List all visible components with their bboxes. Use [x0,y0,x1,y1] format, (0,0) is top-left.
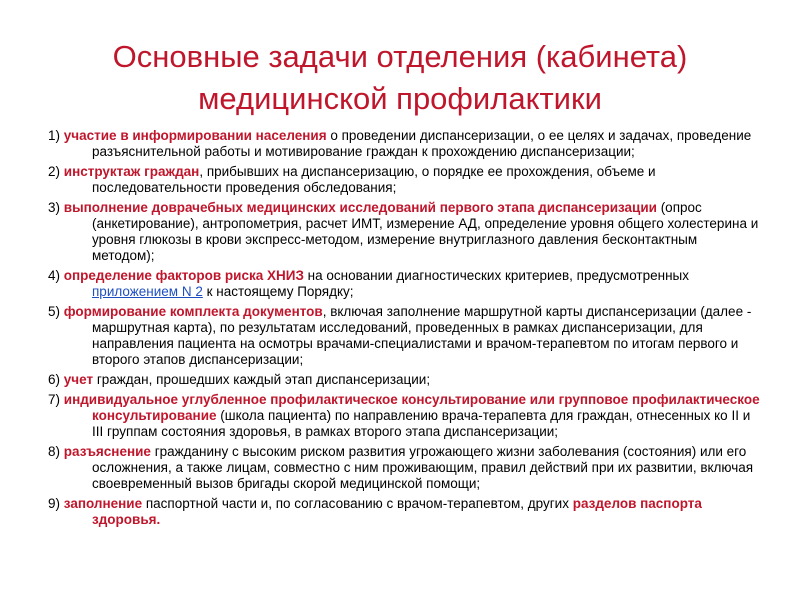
task-number: 8) [48,444,61,459]
task-item-7 [48,392,760,440]
task-list [48,128,760,532]
task-highlight-2: разделов паспорта здоровья. [92,496,702,527]
task-text: гражданину с высоким риском развития угрожающего жизни заболевания (состояния) или его осложнения, а также лицам, совместно с ним проживающим, правил действий при их развитии, включая своевременный вызов бригады скорой медицинской помощи; [92,444,754,491]
task-highlight: инструктаж граждан [63,164,200,179]
task-text: паспортной части и, по согласованию с врачом-терапевтом, других [142,496,573,511]
task-text: на основании диагностических критериев, предусмотренных [303,268,689,283]
task-item-9 [48,496,760,528]
appendix-link[interactable]: приложением N 2 [92,284,203,299]
task-number: 4) [48,268,61,283]
slide-title: Основные задачи отделения (кабинета) медицинской профилактики [112,39,688,116]
task-number: 9) [48,496,61,511]
task-highlight: разъяснение [63,444,151,459]
task-number: 3) [48,200,61,215]
task-item-1 [48,128,760,160]
task-highlight: формирование комплекта документов [63,304,323,319]
task-number: 7) [48,392,61,407]
task-text: , включая заполнение маршрутной карты диспансеризации (далее - маршрутная карта), по результатам исследований, проведенных в рамках диспансеризации, для направления пациента на осмотры врачами-специалистами и врачом-терапевтом по итогам первого и второго этапов диспансеризации; [92,304,752,367]
task-highlight: индивидуальное углубленное профилактическое консультирование или групповое профилактическое консультирование [63,392,760,423]
task-item-3 [48,200,760,264]
task-text: , прибывших на диспансеризацию, о порядке ее прохождения, объеме и последовательности проведения обследования; [92,164,656,195]
task-item-2 [48,164,760,196]
task-text-after: к настоящему Порядку; [202,284,354,299]
task-number: 2) [48,164,61,179]
task-text: (опрос (анкетирование), антропометрия, расчет ИМТ, измерение АД, определение уровня общего холестерина и уровня глюкозы в крови экспресс-методом, измерение внутриглазного давления бесконтактным методом); [92,200,759,263]
task-highlight: определение факторов риска ХНИЗ [63,268,304,283]
task-number: 1) [48,128,61,143]
task-text: о проведении диспансеризации, о ее целях и задачах, проведение разъяснительной работы и мотивирование граждан к прохождению диспансеризации; [92,128,752,159]
task-number: 5) [48,304,61,319]
task-item-5 [48,304,760,368]
task-text: (школа пациента) по направлению врача-терапевта для граждан, отнесенных ко II и III группам состояния здоровья, в рамках второго этапа диспансеризации; [92,408,751,439]
task-item-6 [48,372,760,388]
task-highlight: участие в информировании населения [63,128,327,143]
task-highlight: выполнение доврачебных медицинских исследований первого этапа диспансеризации [63,200,657,215]
task-highlight: учет [63,372,94,387]
task-number: 6) [48,372,61,387]
task-text: граждан, прошедших каждый этап диспансеризации; [93,372,431,387]
task-highlight: заполнение [63,496,143,511]
task-item-8 [48,444,760,492]
task-item-4 [48,268,760,300]
